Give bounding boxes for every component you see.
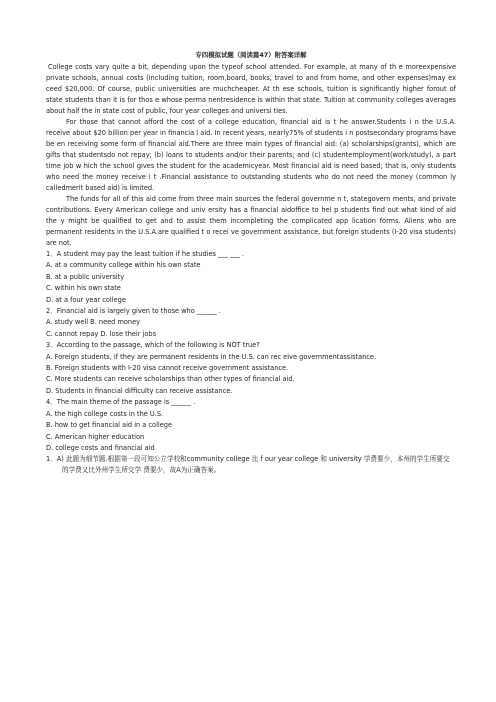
question-option: C. cannot repay D. lose their jobs [46,329,157,338]
question-option: D. college costs and financial aid [46,443,155,452]
question-option: C. American higher education [46,432,145,441]
question-option: A. Foreign students, if they are permanent residents in the U.S. can rec eive governmentassistance. [46,352,377,361]
question-option: C. More students can receive scholarships than other types of financial aid. [46,375,295,384]
question-option: A. study well B. need money [46,318,141,327]
question-option: B. how to get financial aid in a college [46,421,173,430]
question-1 [46,249,456,306]
question-option: B. Foreign students with I-20 visa cannot receive government assistance. [46,364,289,373]
question-stem: 4．The main theme of the passage is ______ . [46,398,196,407]
question-4 [46,397,456,454]
question-option: B. at a public university [46,272,125,281]
question-option: D. at a four year college [46,295,126,304]
document-page [46,50,456,476]
paragraph-1: College costs vary quite a bit, depending upon the typeof school attended. For example, at many of th e moreexpensive private schools, annual costs (including tuition, room,board, books, travel to and from home, and other expenses)may ex ceed $20,000. Of course, public universities are muchcheaper. At th ese schools, tuition is significantly higher forout of state students than it is for thos e whose perma nentresidence is within that state. Tuition at community colleges averages about half the in state cost of public, four year colleges and universi ties. [46,63,456,115]
question-option: A. at a community college within his own state [46,261,201,270]
document-title: 专四模拟试题（阅读篇47）附答案详解 [195,51,307,59]
question-stem: 3．According to the passage, which of the following is NOT true? [46,341,260,350]
question-2 [46,306,456,340]
question-stem: 2．Financial aid is largely given to those who ______ . [46,307,221,316]
question-option: A. the high college costs in the U.S. [46,409,164,418]
question-stem: 1．A student may pay the least tuition if he studies ___ ___ . [46,250,245,258]
question-3 [46,340,456,397]
paragraph-2: For those that cannot afford the cost of a college education, financial aid is t he answer.Students i n the U.S.A. receive about $20 billion per year in financia l aid. In recent years, nearly75% of students i n postsecondary programs have be en receiving some form of financial aid.There are three main types of financial aid: (a) scholarships(grants), which are gifts that studentsdo not repay; (b) loans to students and/or their parents; and (c) studentemployment(work/study), a part time job w hich the school gives the student for the academicyear. Most financial aid is need based; that is, only students who need the money receive i t .Financial assistance to outstanding students who do not need the money (common ly calledmerit based aid) is limited. [46,118,456,192]
question-option: D. Students in financial difficulty can receive assistance. [46,386,233,395]
question-option: C. within his own state [46,284,121,293]
paragraph-3: The funds for all of this aid come from three main sources the federal governme n t, stategovern ments, and private contributions. Every American college and univ ersity has a financial aidoffice to hel p students find out what kind of aid the y might be qualified to get and to assist them incompleting the complicated app lication forms. Aliens who are permanent residents in the U.S.A.are qualified t o recei ve government assistance, but foreign students (I-20 visa students) are not. [46,195,456,247]
answer-explanation: 1．A) 此题为细节题.根据第一段可知公立学校和community college 比 f our year college 和 university 学费要少，本州的学生所要交的学费又比外州学生所交学 费要少，故A为正确答案。 [46,455,450,475]
